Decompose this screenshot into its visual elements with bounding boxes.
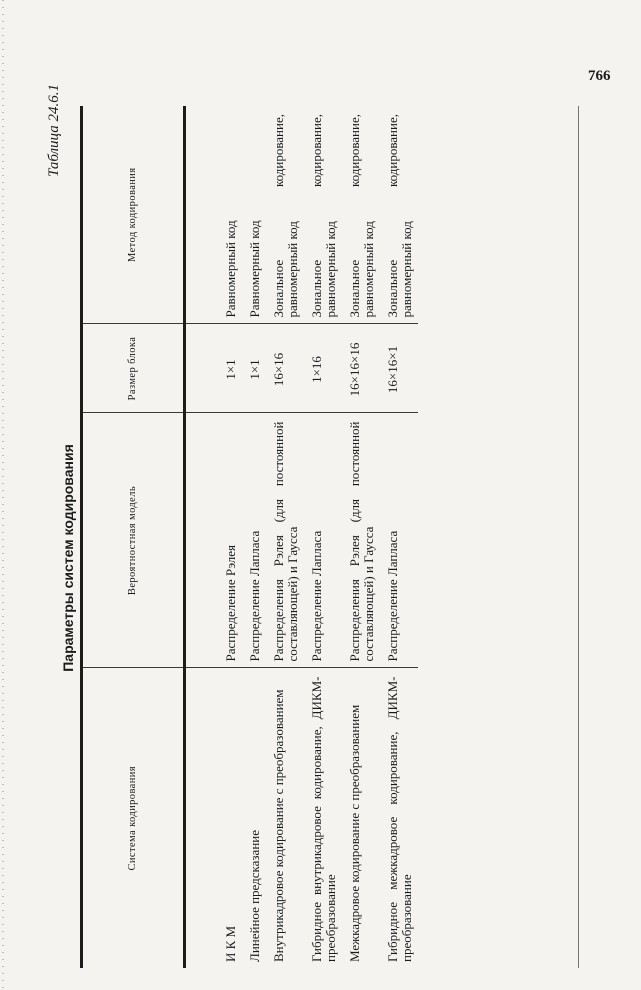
cell-block-size: 1×1 [242,324,266,413]
cell-model: Распределение Лапласа [380,413,418,668]
table-row [266,106,304,968]
table-row [342,106,380,968]
cell-model: Распределение Лапласа [242,413,266,668]
rotated-table-region [38,68,598,968]
cell-model: Распределения Рэлея (для постоянной составляющей) и Гаусса [342,413,380,668]
table-row [380,106,418,968]
cell-system: Линейное предсказание [247,829,262,962]
cell-block-size: 16×16×16 [342,324,380,413]
cell-block-size: 1×1 [185,324,243,413]
table-row [242,106,266,968]
cell-method: Равномерный код [242,106,266,324]
cell-method: Зональное кодирование, равномерный код [342,106,380,324]
table-row [304,106,342,968]
cell-block-size: 16×16×1 [380,324,418,413]
cell-block-size: 16×16 [266,324,304,413]
table-title: Параметры систем кодирования [60,444,76,672]
table-row [185,106,243,968]
cell-system: И К М [223,925,238,962]
cell-method: Зональное кодирование, равномерный код [380,106,418,324]
cell-system: Гибридное внутрикадровое кодирование, ДИКМ-преобразование [309,676,338,962]
cell-system: Внутрикадровое кодирование с преобразованием [271,689,286,962]
table-caption: Таблица 24.6.1 [46,84,62,177]
cell-method: Равномерный код [185,106,243,324]
column-header-model: Вероятностная модель [82,413,185,668]
cell-block-size: 1×16 [304,324,342,413]
page-number: 766 [588,68,611,84]
coding-parameters-table [80,106,418,968]
table-bottom-rule [578,106,579,968]
column-header-system: Система кодирования [82,668,185,968]
scan-edge-dots [2,0,4,990]
column-header-block-size: Размер блока [82,324,185,413]
cell-method: Зональное кодирование, равномерный код [304,106,342,324]
cell-model: Распределение Лапласа [304,413,342,668]
cell-method: Зональное кодирование, равномерный код [266,106,304,324]
column-header-method: Метод кодирования [82,106,185,324]
cell-model: Распределения Рэлея (для постоянной составляющей) и Гаусса [266,413,304,668]
cell-model: Распределение Рэлея [185,413,243,668]
cell-system: Гибридное межкадровое кодирование, ДИКМ-преобразование [385,676,414,962]
table-header-row [82,106,185,968]
cell-system: Межкадровое кодирование с преобразованием [347,704,362,962]
